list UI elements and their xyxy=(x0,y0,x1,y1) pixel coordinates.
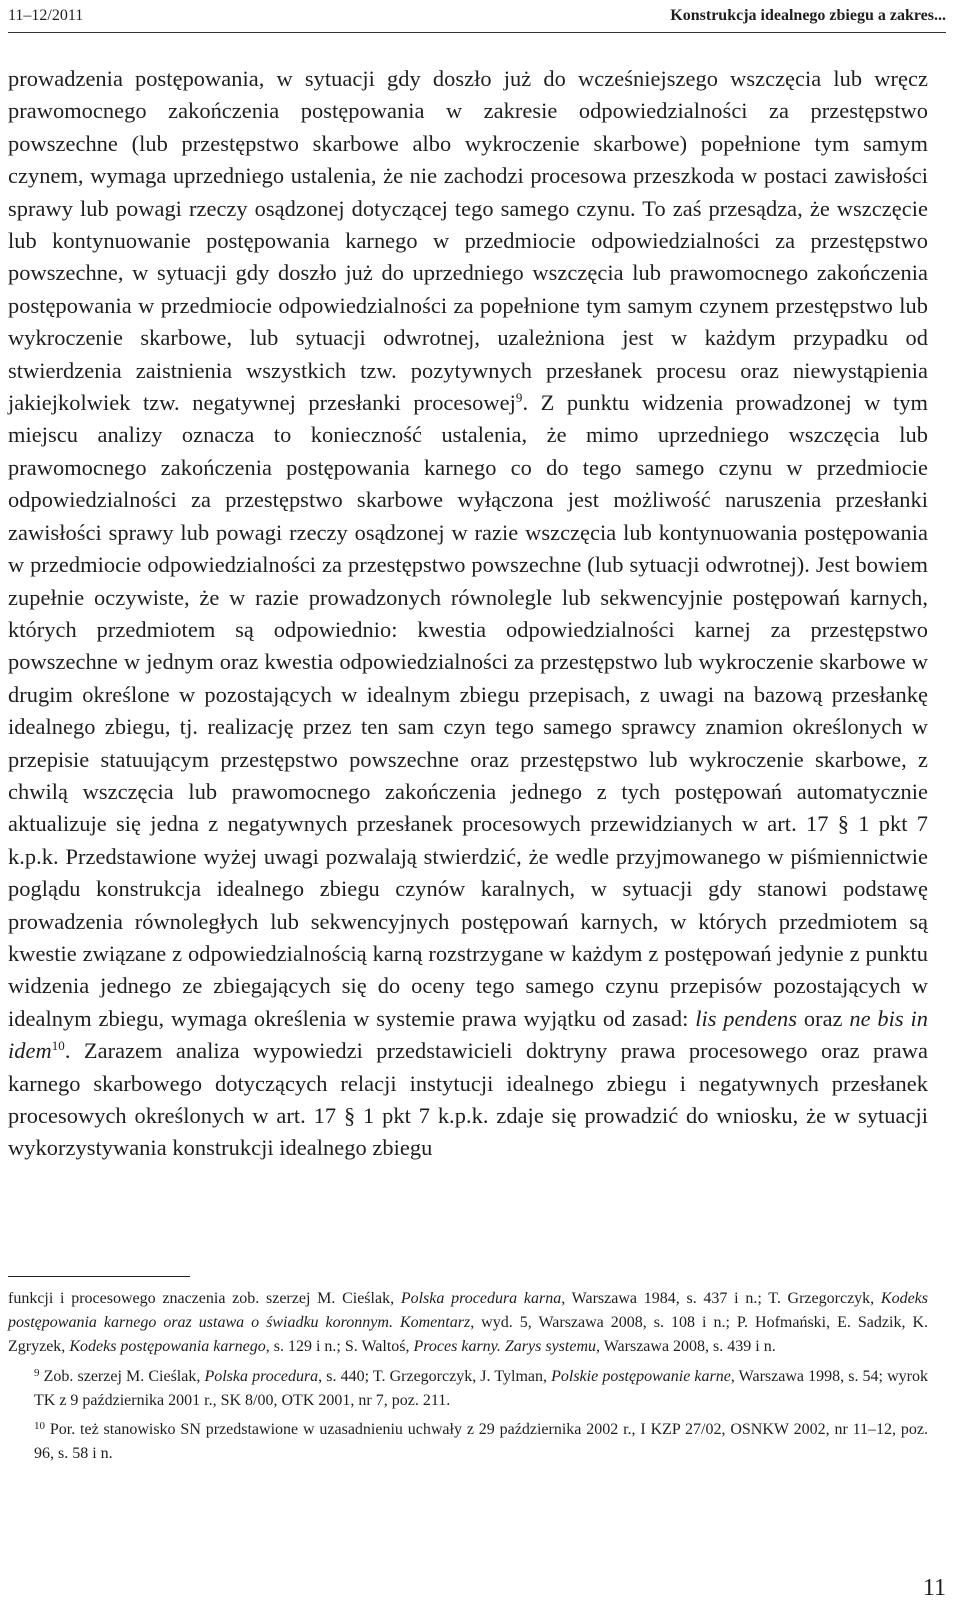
footnote-text: , Warszawa 2008, s. 439 i n. xyxy=(596,1338,776,1356)
footnote-number: 9 xyxy=(34,1366,40,1379)
footnote-text: , wyd. 5, Warszawa 2008, s. 108 i n.; P. Hofmański, E. Sadzik, K. Zgryzek, xyxy=(8,1314,928,1356)
footnote-ref-9: 9 xyxy=(515,390,523,406)
footnote-citation-title: Polskie postępowanie karne xyxy=(551,1367,731,1385)
main-paragraph xyxy=(8,63,928,1165)
footnote-10 xyxy=(8,1418,928,1466)
body-text-part-1: prowadzenia postępowania, w sytuacji gdy doszło już do wcześniejszego wszczęcia lub wręcz prawomocnego zakończenia postępowania w zakresie odpowiedzialności za przestępstwo powszechne (lub przestępstwo skarbowe albo wykroczenie skarbowe) popełnione tym samym czynem, wymaga uprzedniego ustalenia, że nie zachodzi procesowa przeszkoda w postaci zawisłości sprawy lub powagi rzeczy osądzonej dotyczącej tego samego czynu. To zaś przesądza, że wszczęcie lub kontynuowanie postępowania karnego w przedmiocie odpowiedzialności za przestępstwo powszechne, w sytuacji gdy doszło już do uprzedniego wszczęcia lub prawomocnego zakończenia postępowania w przedmiocie odpowiedzialności za popełnione tym samym czynem przestępstwo lub wykroczenie skarbowe, lub sytuacji odwrotnej, uzależniona jest w każdym przypadku od stwierdzenia zaistnienia wszystkich tzw. pozytywnych przesłanek procesu oraz niewystąpienia jakiejkolwiek tzw. negatywnej przesłanki procesowej xyxy=(8,66,928,416)
header-divider xyxy=(8,32,946,33)
footnote-ref-10: 10 xyxy=(51,1038,65,1054)
footnote-text: , s. 440; T. Grzegorczyk, J. Tylman, xyxy=(318,1367,552,1385)
body-text-part-3: . Zarazem analiza wypowiedzi przedstawicieli doktryny prawa procesowego oraz prawa karnego skarbowego dotyczących relacji instytucji idealnego zbiegu i negatywnych przesłanek procesowych określonych w art. 17 § 1 pkt 7 k.p.k. zdaje się prowadzić do wniosku, że w sytuacji wykorzystywania konstrukcji idealnego zbiegu xyxy=(8,1038,928,1161)
footnote-citation-title: Kodeks postępowania karnego oraz ustawa o świadku koronnym. Komentarz xyxy=(8,1290,929,1332)
footnote-citation-title: Kodeks postępowania karnego xyxy=(69,1338,266,1356)
page-number: 11 xyxy=(922,1575,946,1601)
footnote-continuation xyxy=(8,1287,928,1360)
footnote-text: funkcji i procesowego znaczenia zob. szerzej M. Cieślak, xyxy=(8,1290,401,1307)
footnote-9 xyxy=(8,1365,928,1413)
body-conjunction: oraz xyxy=(797,1005,850,1031)
latin-term-lis-pendens: lis pendens xyxy=(695,1005,798,1031)
footnote-citation-title: Polska procedura xyxy=(204,1367,319,1385)
running-title: Konstrukcja idealnego zbiegu a zakres... xyxy=(670,7,946,24)
footnote-citation-title: Polska procedura karna xyxy=(400,1290,562,1307)
footnote-text: , Warszawa 1998, s. 54; wyrok TK z 9 października 2001 r., SK 8/00, OTK 2001, nr 7, poz. 211. xyxy=(34,1367,928,1409)
footnote-text: Zob. szerzej M. Cieślak, xyxy=(39,1367,205,1385)
footnotes-section xyxy=(8,1287,928,1471)
footnote-citation-title: Proces karny. Zarys systemu xyxy=(413,1338,596,1356)
body-text-part-2: . Z punktu widzenia prowadzonej w tym miejscu analizy oznacza to konieczność ustalenia, że mimo uprzedniego wszczęcia lub prawomocnego zakończenia postępowania karnego co do tego samego czynu w przedmiocie odpowiedzialności za przestępstwo skarbowe wyłączona jest możliwość naruszenia przesłanki zawisłości sprawy lub powagi rzeczy osądzonej w razie wszczęcia lub kontynuowania postępowania w przedmiocie odpowiedzialności za przestępstwo powszechne (lub sytuacji odwrotnej). Jest bowiem zupełnie oczywiste, że w razie prowadzonych równolegle lub sekwencyjnie postępowań karnych, których przedmiotem są odpowiednio: kwestia odpowiedzialności karnej za przestępstwo powszechne w jednym oraz kwestia odpowiedzialności za przestępstwo lub wykroczenie skarbowe w drugim określone w pozostających w idealnym zbiegu przepisach, z uwagi na bazową przesłankę idealnego zbiegu, tj. realizację przez ten sam czyn tego samego sprawcy znamion określonych w przepisie statuującym przestępstwo powszechne oraz przestępstwo lub wykroczenie skarbowe, z chwilą wszczęcia lub prawomocnego zakończenia jednego z tych postępowań automatycznie aktualizuje się jedna z negatywnych przesłanek procesowych przewidzianych w art. 17 § 1 pkt 7 k.p.k. Przedstawione wyżej uwagi pozwalają stwierdzić, że wedle przyjmowanego w piśmiennictwie poglądu konstrukcja idealnego zbiegu czynów karalnych, w sytuacji gdy stanowi podstawę prowadzenia równoległych lub sekwencyjnych postępowań karnych, w których przedmiotem są kwestie związane z odpowiedzialnością karną rozstrzygane w każdym z postępowań jedynie z punktu widzenia jednego ze zbiegających się do oceny tego samego czynu przepisów pozostających w idealnym zbiegu, wymaga określenia w systemie prawa wyjątku od zasad: xyxy=(8,390,928,1031)
footnote-number: 10 xyxy=(34,1420,45,1433)
footnote-text: , Warszawa 1984, s. 437 i n.; T. Grzegorczyk, xyxy=(561,1290,881,1307)
footnote-text: Por. też stanowisko SN przedstawione w uzasadnieniu uchwały z 29 października 2002 r., I KZP 27/02, OSNKW 2002, nr 11–12, poz. 96, s. 58 i n. xyxy=(34,1421,928,1463)
latin-term-ne-bis-in-idem: ne bis in idem xyxy=(8,1005,928,1064)
running-header xyxy=(8,4,946,28)
issue-number: 11–12/2011 xyxy=(8,7,84,24)
footnote-divider xyxy=(8,1276,190,1277)
footnote-text: , s. 129 i n.; S. Waltoś, xyxy=(265,1338,414,1356)
